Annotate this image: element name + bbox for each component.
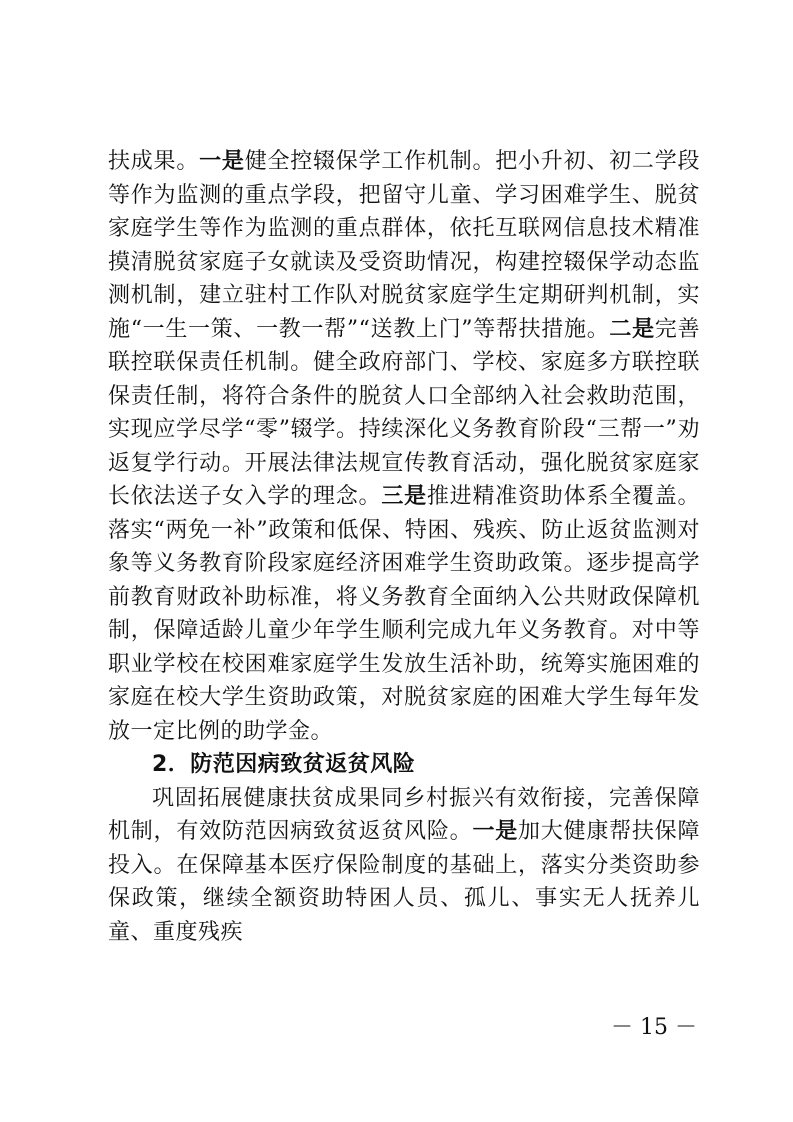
text-segment: 加大健康帮扶保障投入。在保障基本医疗保险制度的基础上，落实分类资助参保政策，继续全额资助特困人员、孤儿、事实无人抚养儿童、重度残疾 [108,819,700,945]
text-segment: 完善联控联保责任机制。健全政府部门、学校、家庭多方联控联保责任制，将符合条件的脱贫人口全部纳入社会救助范围，实现应学尽学“零”辍学。持续深化义务教育阶段“三帮一”劝返复学行动。开展法律法规宣传教育活动，强化脱贫家庭家长依法送子女入学的理念。 [108,316,700,509]
point-label-one: 一是 [472,819,519,844]
document-body [108,145,700,949]
paragraph-education-assistance [108,145,700,748]
section-heading: 2．防范因病致贫返贫风险 [152,752,416,777]
text-segment: 推进精准资助体系全覆盖。落实“两免一补”政策和低保、特困、残疾、防止返贫监测对象等义务教育阶段家庭经济困难学生资助政策。逐步提高学前教育财政补助标准，将义务教育全面纳入公共财政保障机制，保障适龄儿童少年学生顺利完成九年义务教育。对中等职业学校在校困难家庭学生发放生活补助，统筹实施困难的家庭在校大学生资助政策，对脱贫家庭的困难大学生每年发放一定比例的助学金。 [108,484,700,744]
point-label-one: 一是 [199,149,245,174]
point-label-three: 三是 [381,484,427,509]
point-label-two: 二是 [609,316,655,342]
text-segment: 扶成果。 [108,149,200,174]
paragraph-health-assistance [108,782,700,950]
text-segment: 健全控辍保学工作机制。把小升初、初二学段等作为监测的重点学段，把留守儿童、学习困难学生、脱贫家庭学生等作为监测的重点群体，依托互联网信息技术精准摸清脱贫家庭子女就读及受资助情况，构建控辍保学动态监测机制，建立驻村工作队对脱贫家庭学生定期研判机制，实施“一生一策、一教一帮”“送教上门”等帮扶措施。 [108,149,700,342]
text-segment: 巩固拓展健康扶贫成果同乡村振兴有效衔接，完善保障机制，有效防范因病致贫返贫风险。 [108,785,700,844]
page-number: － 15 － [611,1015,697,1040]
